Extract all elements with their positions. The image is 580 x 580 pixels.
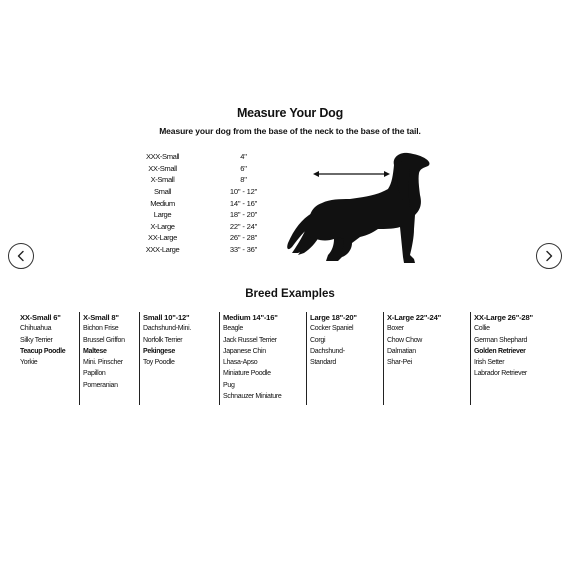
column-divider [383, 312, 384, 405]
size-length: 14" - 16" [229, 198, 258, 208]
size-name: Large [153, 210, 172, 220]
size-row [128, 221, 278, 233]
breed-item: Toy Poodle [143, 359, 175, 367]
breed-column-header: XX-Small 6" [20, 313, 61, 322]
breed-column-header: Medium 14"-16" [223, 313, 278, 322]
size-row [128, 186, 278, 198]
breed-item: German Shephard [474, 336, 528, 344]
size-name: X-Small [150, 175, 175, 185]
breed-item: Jack Russel Terrier [223, 336, 277, 344]
size-name: X-Large [150, 221, 175, 231]
breed-column [310, 312, 357, 405]
breed-item: Labrador Retriever [474, 370, 527, 378]
breed-item: Shar-Pei [387, 359, 412, 367]
size-length: 26" - 28" [229, 233, 258, 243]
breed-item: Corgi [310, 336, 326, 344]
breed-item: Lhasa-Apso [223, 359, 258, 367]
breed-item: Miniature Poodle [223, 370, 271, 378]
size-row [128, 163, 278, 175]
size-name: Small [154, 187, 171, 197]
breed-column [223, 312, 282, 405]
breed-item: Japanese Chin [223, 347, 266, 355]
breed-item: Dachshund-Mini. [143, 325, 192, 333]
size-row [128, 197, 278, 209]
size-length: 4" [240, 152, 247, 162]
chevron-right-icon [543, 250, 555, 262]
size-chart [128, 151, 278, 255]
breed-item: Maltese [83, 347, 107, 355]
page-subtitle: Measure your dog from the base of the neck to the base of the tail. [159, 126, 421, 136]
breed-item: Pomeranian [83, 381, 118, 389]
breed-item: Beagle [223, 325, 243, 333]
size-name: XXX-Small [145, 152, 180, 162]
breed-column [83, 312, 125, 405]
breed-item: Norfolk Terrier [143, 336, 183, 344]
double-arrow-icon [313, 171, 390, 177]
breed-item: Irish Setter [474, 359, 505, 367]
next-image-button[interactable] [536, 243, 562, 269]
breed-item: Bichon Frise [83, 325, 119, 333]
dog-silhouette-icon [282, 147, 442, 271]
size-row [128, 244, 278, 256]
size-name: XX-Large [148, 233, 177, 243]
size-name: XX-Small [148, 163, 177, 173]
size-row [128, 151, 278, 163]
breed-item: Yorkie [20, 359, 38, 367]
breed-examples-table [20, 312, 560, 407]
breed-column-header: X-Large 22"-24" [387, 313, 442, 322]
breed-item: Dalmatian [387, 347, 416, 355]
breed-column-header: Small 10"-12" [143, 313, 190, 322]
breed-column [20, 312, 65, 405]
size-length: 22" - 24" [229, 221, 258, 231]
size-row [128, 209, 278, 221]
breed-column-header: X-Small 8" [83, 313, 119, 322]
size-row [128, 174, 278, 186]
breed-item: Schnauzer Miniature [223, 393, 282, 401]
breed-item: Chihuahua [20, 325, 52, 333]
previous-image-button[interactable] [8, 243, 34, 269]
breed-item: Chow Chow [387, 336, 423, 344]
column-divider [139, 312, 140, 405]
breed-item: Pekingese [143, 347, 175, 355]
size-name: XXX-Large [145, 245, 180, 255]
breed-item: Mini. Pinscher [83, 359, 123, 367]
page-title: Measure Your Dog [236, 106, 344, 120]
breed-column-header: XX-Large 26"-28" [474, 313, 533, 322]
column-divider [79, 312, 80, 405]
breed-item: Teacup Poodle [20, 347, 66, 355]
size-length: 10" - 12" [229, 187, 258, 197]
size-length: 6" [240, 163, 247, 173]
breed-item: Standard [310, 359, 337, 367]
breed-column [143, 312, 191, 405]
size-row [128, 232, 278, 244]
breed-item: Boxer [387, 325, 404, 333]
breed-item: Papillon [83, 370, 106, 378]
breed-item: Brussel Griffon [83, 336, 125, 344]
breed-item: Collie [474, 325, 490, 333]
breed-column-header: Large 18"-20" [310, 313, 357, 322]
breed-item: Pug [223, 381, 235, 389]
breed-item: Silky Terrier [20, 336, 53, 344]
column-divider [306, 312, 307, 405]
breed-column [474, 312, 533, 405]
size-length: 33" - 36" [229, 245, 258, 255]
breed-item: Cocker Spaniel [310, 325, 354, 333]
breed-item: Golden Retriever [474, 347, 526, 355]
column-divider [470, 312, 471, 405]
breed-item: Dachshund- [310, 347, 345, 355]
chevron-left-icon [15, 250, 27, 262]
column-divider [219, 312, 220, 405]
size-length: 18" - 20" [229, 210, 258, 220]
breed-examples-title: Breed Examples [245, 288, 335, 300]
size-length: 8" [240, 175, 247, 185]
breed-column [387, 312, 441, 405]
size-name: Medium [150, 198, 175, 208]
